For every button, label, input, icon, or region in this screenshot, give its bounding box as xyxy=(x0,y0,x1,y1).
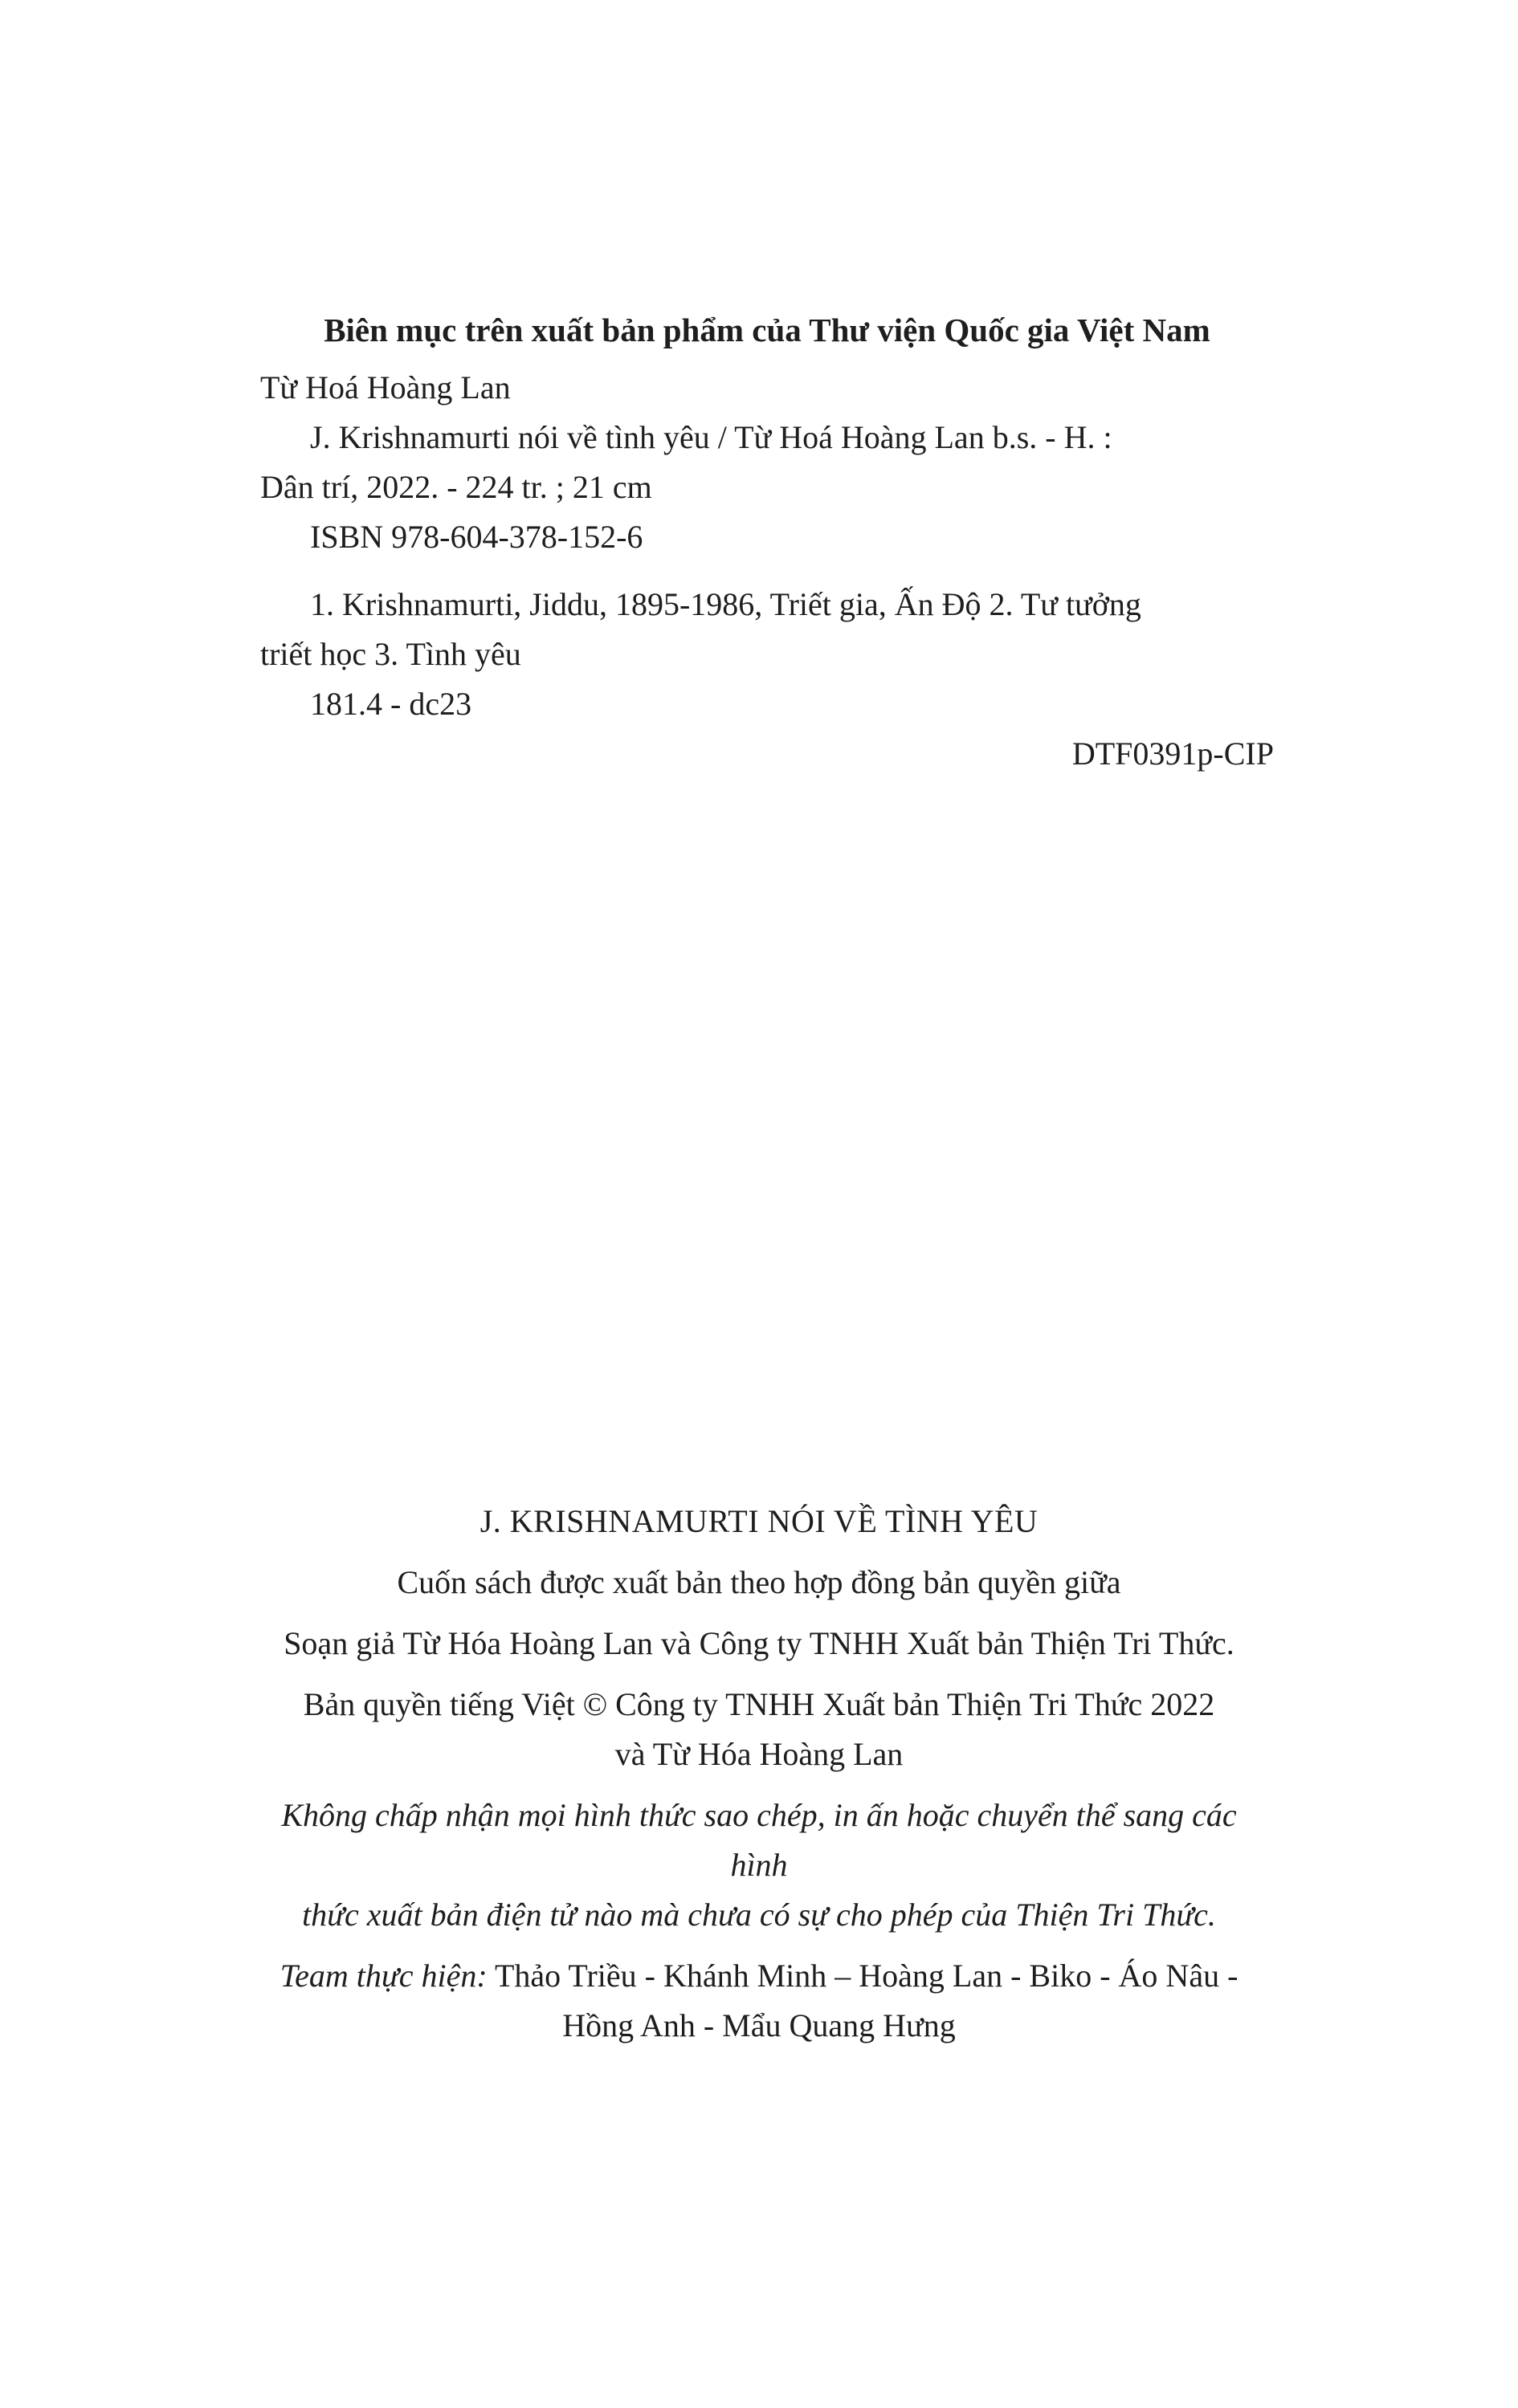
cip-entry-line2: Dân trí, 2022. - 224 tr. ; 21 cm xyxy=(260,469,652,505)
cip-author: Từ Hoá Hoàng Lan xyxy=(260,369,511,405)
team-members-line2: Hồng Anh - Mẩu Quang Hưng xyxy=(562,2007,956,2043)
imprint-block xyxy=(249,1497,1269,2051)
cip-isbn: ISBN 978-604-378-152-6 xyxy=(310,519,643,555)
copyright-line1: Bản quyền tiếng Việt © Công ty TNHH Xuất bản Thiện Tri Thức 2022 xyxy=(303,1686,1215,1722)
cip-title: Biên mục trên xuất bản phẩm của Thư viện Quốc gia Việt Nam xyxy=(324,312,1210,348)
book-title: J. KRISHNAMURTI NÓI VỀ TÌNH YÊU xyxy=(479,1503,1039,1539)
notice-line1: Không chấp nhận mọi hình thức sao chép, in ấn hoặc chuyển thể sang các hình xyxy=(281,1797,1237,1883)
license-line1: Cuốn sách được xuất bản theo hợp đồng bản quyền giữa xyxy=(397,1564,1121,1600)
cip-entry-line1: J. Krishnamurti nói về tình yêu / Từ Hoá Hoàng Lan b.s. - H. : xyxy=(310,419,1112,455)
cip-subjects-line2: triết học 3. Tình yêu xyxy=(260,636,521,672)
cip-record-id: DTF0391p-CIP xyxy=(1071,735,1274,772)
team-label: Team thực hiện: xyxy=(280,1958,488,1994)
cip-block xyxy=(260,305,1274,779)
team-line1 xyxy=(249,1951,1269,2001)
notice-line2: thức xuất bản điện tử nào mà chưa có sự cho phép của Thiện Tri Thức. xyxy=(302,1897,1216,1933)
copyright-line2: và Từ Hóa Hoàng Lan xyxy=(614,1736,904,1772)
license-line2: Soạn giả Từ Hóa Hoàng Lan và Công ty TNHH Xuất bản Thiện Tri Thức. xyxy=(284,1625,1234,1661)
cip-classification: 181.4 - dc23 xyxy=(310,686,472,722)
team-members-line1: Thảo Triều - Khánh Minh – Hoàng Lan - Biko - Áo Nâu - xyxy=(487,1958,1238,1994)
cip-subjects-line1: 1. Krishnamurti, Jiddu, 1895-1986, Triết gia, Ấn Độ 2. Tư tưởng xyxy=(310,586,1141,622)
